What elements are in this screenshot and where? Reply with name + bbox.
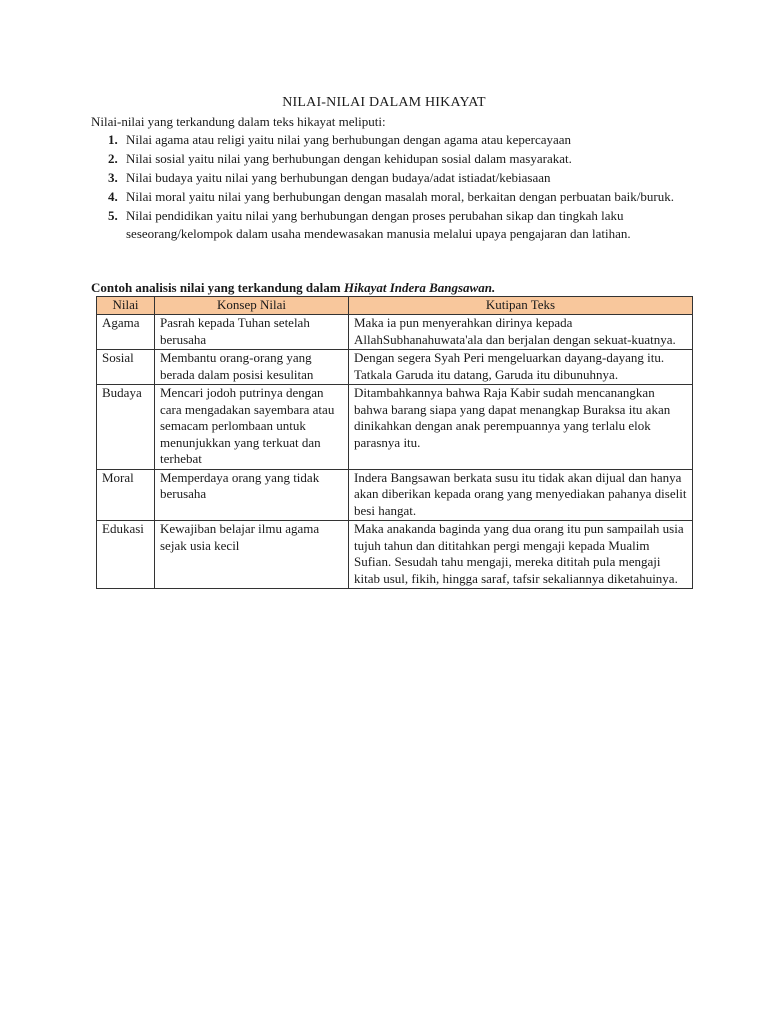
list-text: Nilai moral yaitu nilai yang berhubungan dengan masalah moral, berkaitan dengan perbuatan baik/buruk. (126, 189, 674, 204)
cell-konsep: Pasrah kepada Tuhan setelah berusaha (155, 315, 349, 350)
list-item (88, 150, 688, 168)
hikayat-title: Hikayat Indera Bangsawan. (343, 280, 496, 295)
cell-konsep: Mencari jodoh putrinya dengan cara mengadakan sayembara atau semacam perlombaan untuk menunjukkan yang terkuat dan terhebat (155, 385, 349, 470)
values-list (88, 131, 688, 244)
list-item (88, 131, 688, 149)
cell-konsep: Membantu orang-orang yang berada dalam posisi kesulitan (155, 350, 349, 385)
cell-kutipan: Indera Bangsawan berkata susu itu tidak akan dijual dan hanya akan diberikan kepada orang yang menyediakan pahanya diselit besi hangat. (349, 469, 693, 521)
cell-konsep: Kewajiban belajar ilmu agama sejak usia kecil (155, 521, 349, 589)
list-item (88, 207, 688, 243)
list-text: Nilai budaya yaitu nilai yang berhubungan dengan budaya/adat istiadat/kebiasaan (126, 170, 551, 185)
list-text: Nilai agama atau religi yaitu nilai yang berhubungan dengan agama atau kepercayaan (126, 132, 572, 147)
list-text: Nilai sosial yaitu nilai yang berhubungan dengan kehidupan sosial dalam masyarakat. (126, 151, 572, 166)
cell-nilai: Budaya (97, 385, 155, 470)
cell-nilai: Moral (97, 469, 155, 521)
list-number: 1. (108, 132, 118, 147)
list-text: Nilai pendidikan yaitu nilai yang berhubungan dengan proses perubahan sikap dan tingkah laku seseorang/kelompok dalam usaha mendewasakan manusia melalui upaya pengajaran dan latihan. (126, 208, 631, 241)
list-item (88, 188, 688, 206)
cell-konsep: Memperdaya orang yang tidak berusaha (155, 469, 349, 521)
list-number: 5. (108, 208, 118, 223)
cell-nilai: Agama (97, 315, 155, 350)
page-title: NILAI-NILAI DALAM HIKAYAT (282, 95, 486, 110)
table-row (97, 469, 693, 521)
intro-text: Nilai-nilai yang terkandung dalam teks hikayat meliputi: (91, 114, 386, 129)
cell-kutipan: Ditambahkannya bahwa Raja Kabir sudah mencanangkan bahwa barang siapa yang dapat menangkap Buraksa itu akan dinikahkan dengan anak perempuannya yang terlalu elok parasnya itu. (349, 385, 693, 470)
analysis-table (96, 296, 693, 589)
cell-kutipan: Dengan segera Syah Peri mengeluarkan dayang-dayang itu. Tatkala Garuda itu datang, Garuda itu dibunuhnya. (349, 350, 693, 385)
header-kutipan-teks: Kutipan Teks (349, 297, 693, 315)
example-heading-prefix: Contoh analisis nilai yang terkandung dalam (91, 280, 344, 295)
cell-nilai: Sosial (97, 350, 155, 385)
cell-kutipan: Maka anakanda baginda yang dua orang itu pun sampailah usia tujuh tahun dan dititahkan pergi mengaji kepada Mualim Sufian. Sesudah tahu mengaji, mereka dititah pula mengaji kitab usul, fikih, hingga saraf, tafsir sekaliannya diketahuinya. (349, 521, 693, 589)
list-number: 3. (108, 170, 118, 185)
cell-nilai: Edukasi (97, 521, 155, 589)
cell-kutipan: Maka ia pun menyerahkan dirinya kepada AllahSubhanahuwata'ala dan berjalan dengan sekuat-kuatnya. (349, 315, 693, 350)
table-row (97, 385, 693, 470)
table-row (97, 521, 693, 589)
list-number: 4. (108, 189, 118, 204)
table-row (97, 315, 693, 350)
header-konsep-nilai: Konsep Nilai (155, 297, 349, 315)
example-heading (91, 279, 495, 297)
list-item (88, 169, 688, 187)
table-row (97, 350, 693, 385)
list-number: 2. (108, 151, 118, 166)
table-header-row (97, 297, 693, 315)
header-nilai: Nilai (97, 297, 155, 315)
